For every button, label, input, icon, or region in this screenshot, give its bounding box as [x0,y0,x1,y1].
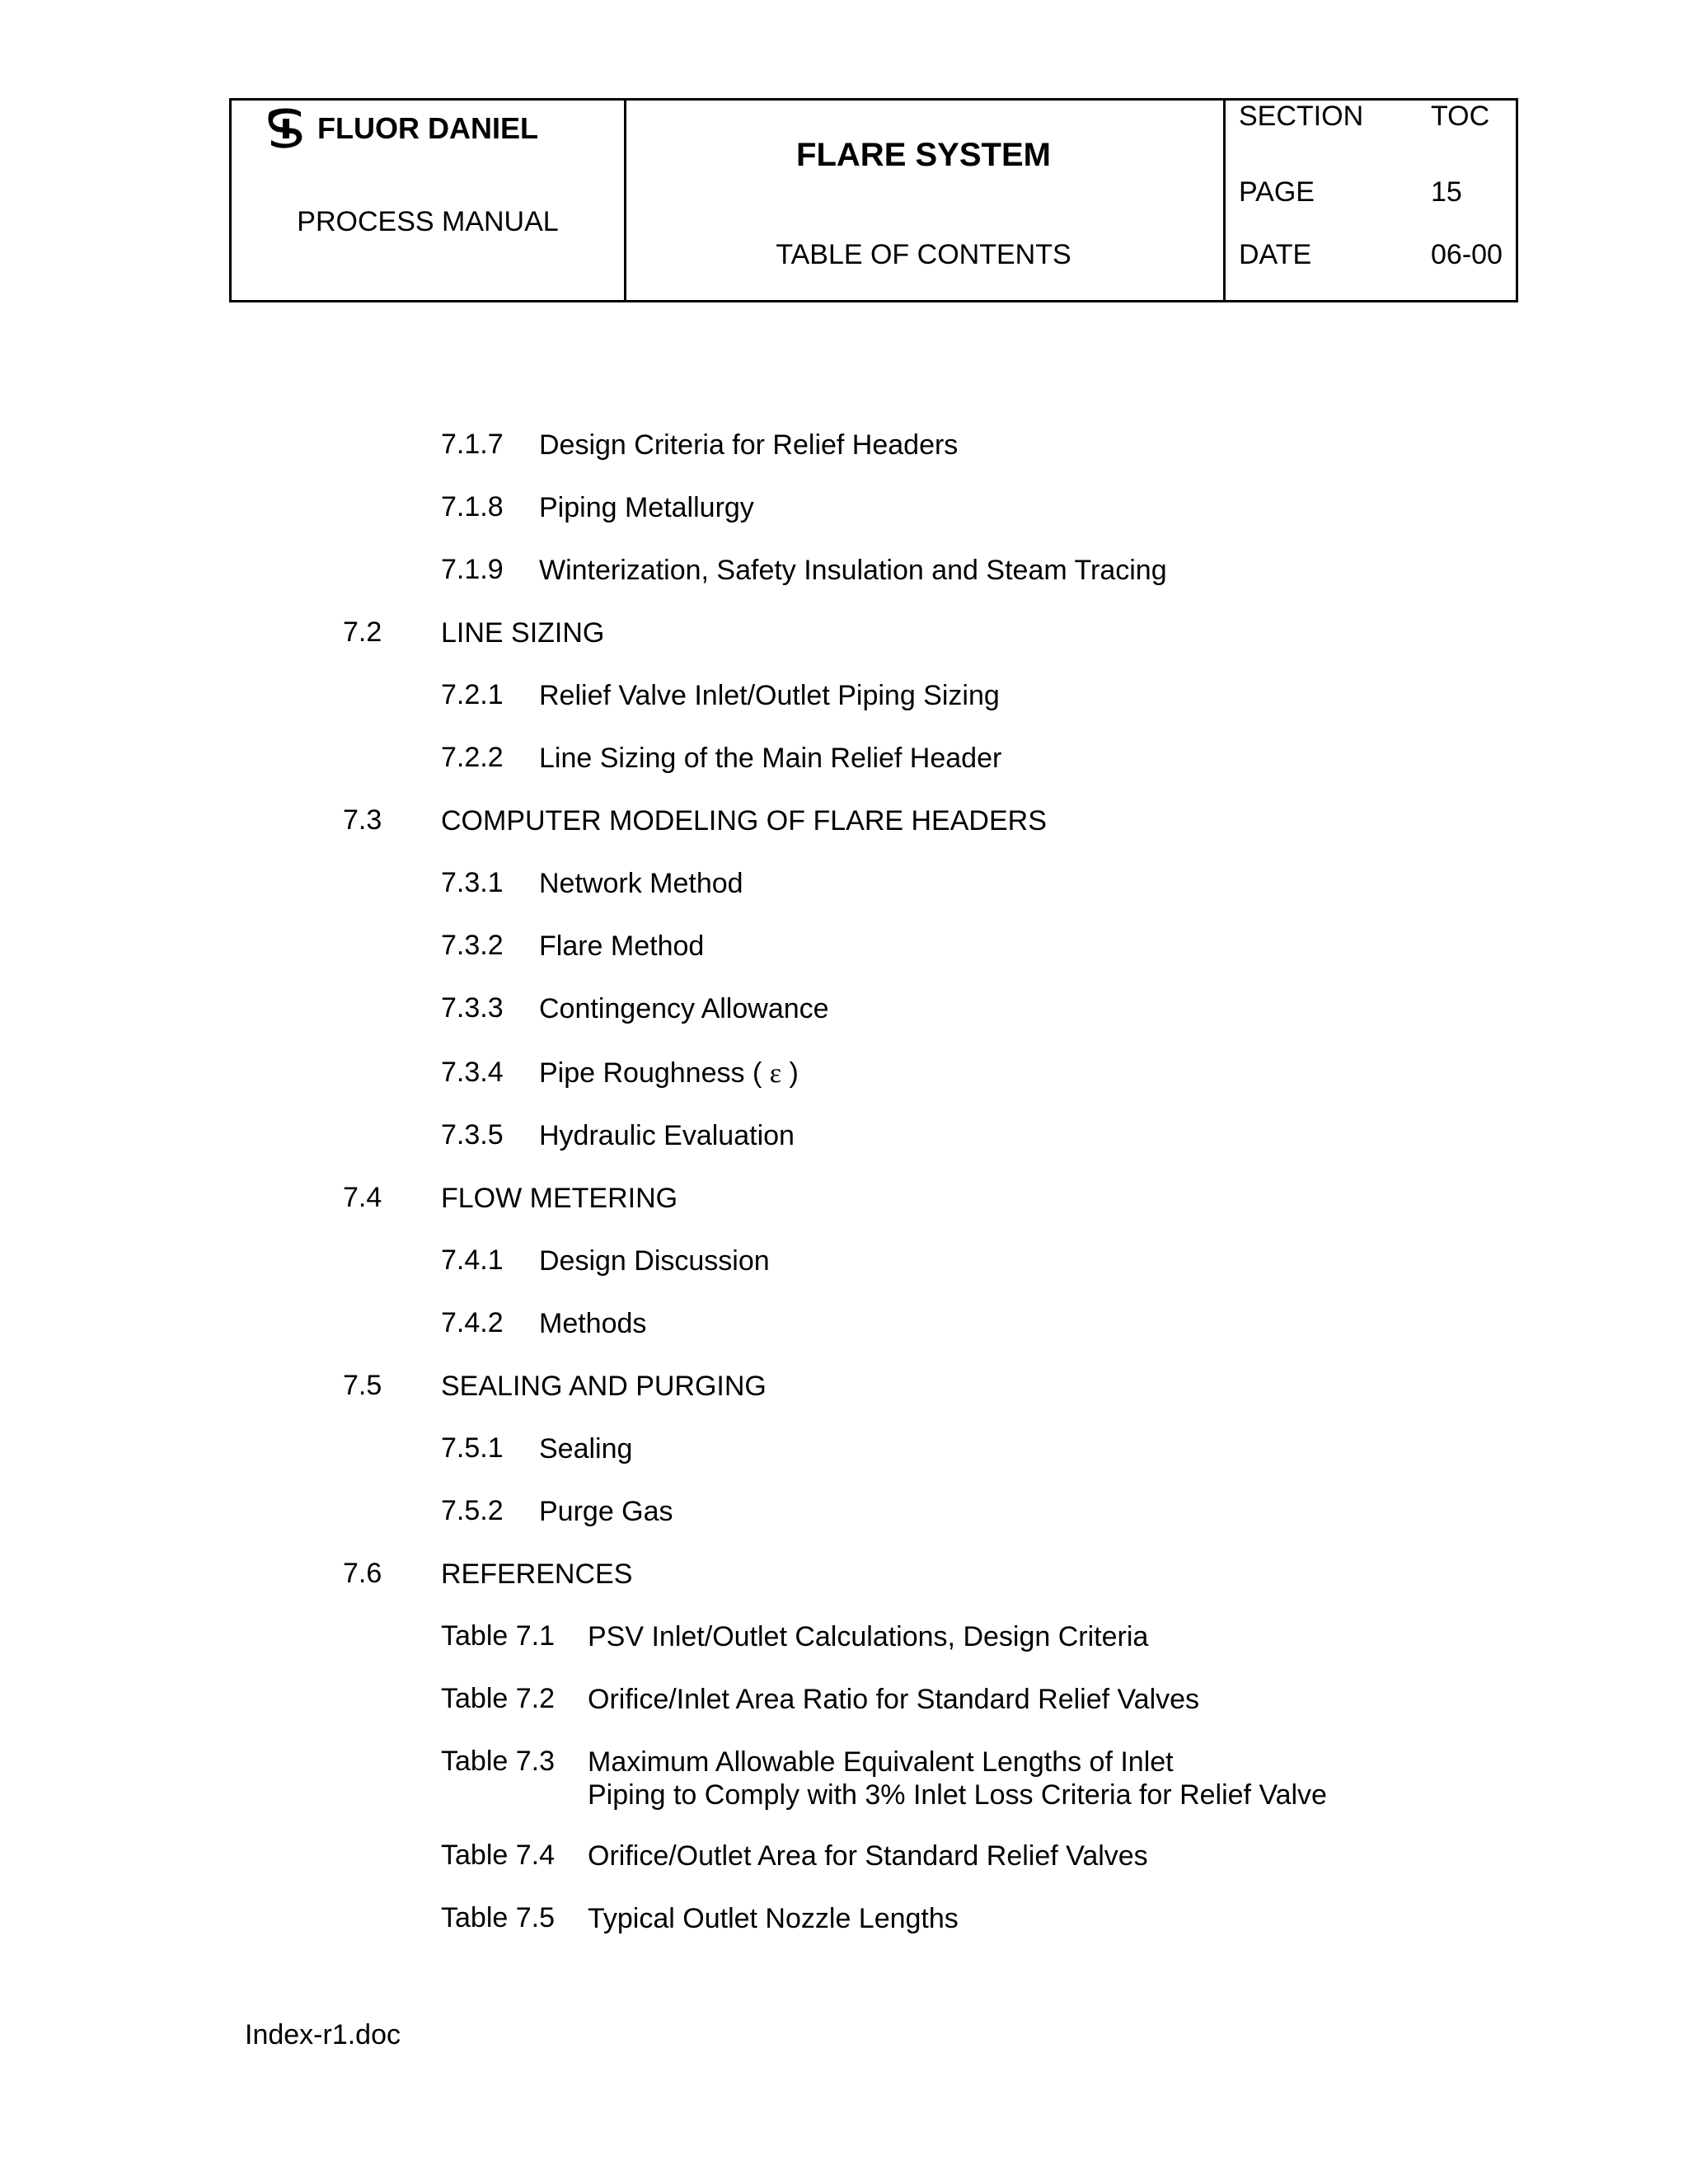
document-subtitle: TABLE OF CONTENTS [776,239,1071,270]
toc-number: 7.3 [343,804,382,836]
toc-title: Pipe Roughness ( [539,1057,770,1089]
toc-number: 7.3.5 [441,1119,504,1151]
toc-title: Flare Method [539,930,705,962]
toc-number: 7.2.1 [441,679,504,710]
toc-title: Network Method [539,868,743,899]
toc-number: 7.3.4 [441,1057,504,1088]
toc-title: Design Criteria for Relief Headers [539,429,959,461]
toc-number: 7.1.8 [441,491,504,523]
toc-title: LINE SIZING [441,617,605,649]
toc-number: 7.5.2 [441,1495,504,1526]
toc-number: 7.1.7 [441,429,504,460]
toc-title: Orifice/Inlet Area Ratio for Standard Relief Valves [588,1684,1200,1715]
toc-number: 7.3.2 [441,930,504,961]
toc-title-continued: Piping to Comply with 3% Inlet Loss Criteria for Relief Valve [588,1779,1327,1811]
fluor-daniel-logo-icon [266,107,306,150]
document-header [229,98,1518,302]
section-value: TOC [1431,101,1490,132]
toc-title: Orifice/Outlet Area for Standard Relief Valves [588,1840,1148,1872]
toc-number: Table 7.4 [441,1840,555,1871]
toc-title: Hydraulic Evaluation [539,1120,795,1151]
manual-name: PROCESS MANUAL [297,206,559,237]
toc-title: Contingency Allowance [539,993,829,1024]
page-label: PAGE [1239,176,1315,208]
toc-number: 7.2.2 [441,742,504,773]
page-value: 15 [1431,176,1462,208]
toc-title: Methods [539,1308,647,1339]
toc-number: 7.2 [343,616,382,648]
toc-title: Piping Metallurgy [539,492,754,523]
document-title: FLARE SYSTEM [796,137,1051,173]
toc-title: Purge Gas [539,1496,673,1527]
toc-number: 7.1.9 [441,554,504,585]
toc-number: Table 7.3 [441,1746,555,1777]
toc-number: 7.4 [343,1182,382,1213]
toc-title: PSV Inlet/Outlet Calculations, Design Criteria [588,1621,1149,1652]
date-value: 06-00 [1431,239,1503,270]
toc-title: Sealing [539,1433,633,1465]
toc-title: COMPUTER MODELING OF FLARE HEADERS [441,805,1047,837]
toc-title-suffix: ) [781,1057,799,1089]
toc-title: SEALING AND PURGING [441,1371,767,1402]
toc-number: Table 7.1 [441,1620,555,1652]
section-label: SECTION [1239,101,1364,132]
date-label: DATE [1239,239,1312,270]
toc-title: Typical Outlet Nozzle Lengths [588,1903,959,1934]
toc-title: Winterization, Safety Insulation and Steam Tracing [539,555,1167,586]
toc-number: 7.5.1 [441,1432,504,1464]
header-divider [1223,101,1226,300]
company-block [266,107,538,150]
toc-number: Table 7.5 [441,1902,555,1933]
toc-number: 7.6 [343,1558,382,1589]
toc-number: 7.4.2 [441,1307,504,1338]
footer-filename: Index-r1.doc [245,2019,401,2050]
toc-number: 7.4.1 [441,1244,504,1276]
toc-title: REFERENCES [441,1558,633,1590]
company-name: FLUOR DANIEL [317,111,538,145]
toc-number: 7.5 [343,1370,382,1401]
epsilon-symbol: ε [769,1058,782,1089]
toc-title: FLOW METERING [441,1183,678,1214]
toc-title: Design Discussion [539,1245,770,1277]
toc-number: Table 7.2 [441,1683,555,1714]
toc-number: 7.3.3 [441,992,504,1024]
toc-title: Maximum Allowable Equivalent Lengths of Inlet [588,1746,1174,1778]
toc-title: Relief Valve Inlet/Outlet Piping Sizing [539,680,1000,711]
toc-title: Line Sizing of the Main Relief Header [539,743,1002,774]
toc-title-group [539,1057,799,1090]
toc-number: 7.3.1 [441,867,504,898]
